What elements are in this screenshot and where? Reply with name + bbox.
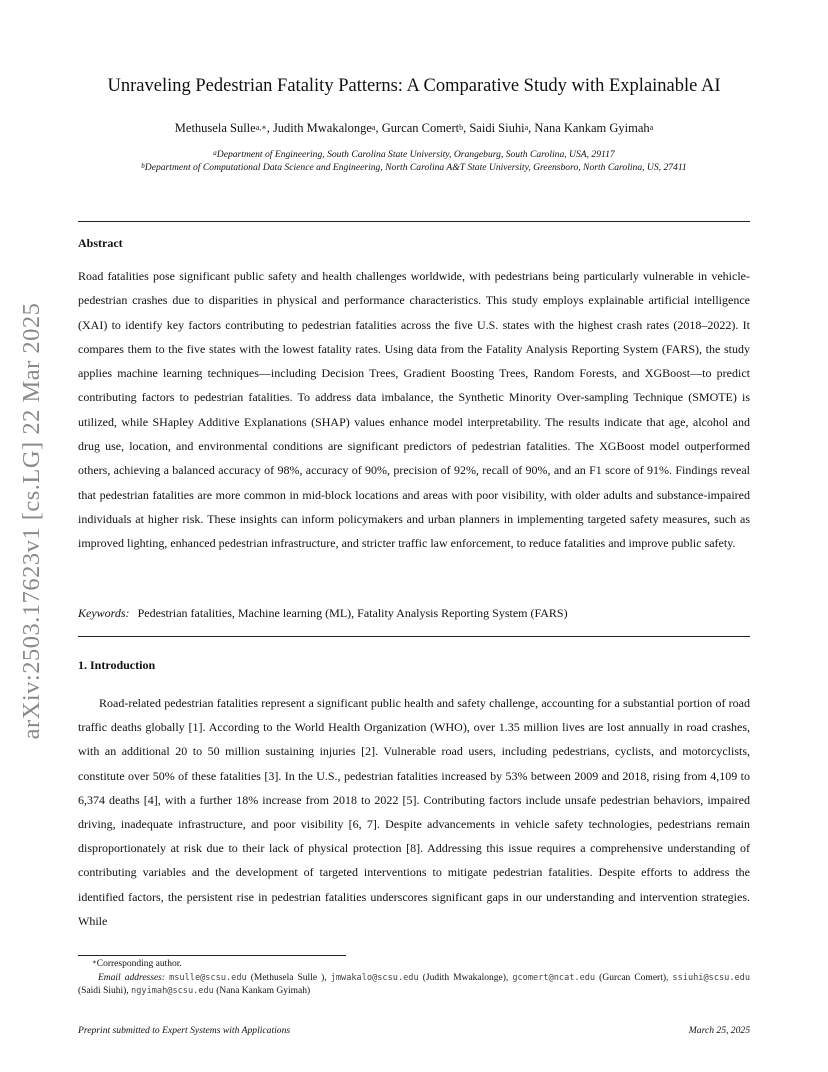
author-name: Methusela Sulle (174, 121, 256, 135)
abstract-top-rule (78, 221, 750, 222)
email-link[interactable]: msulle@scsu.edu (169, 972, 247, 983)
footnote-email-list: Email addresses: msulle@scsu.edu (Methusela Sulle ), jmwakalo@scsu.edu (Judith Mwakalonge), gcomert@ncat.edu (Gurcan Comert), ssiuhi@scsu.edu (Saidi Siuhi), ngyimah@scsu.edu (Nana Kankam Gyimah) (78, 972, 751, 996)
abstract-bottom-rule (78, 636, 750, 637)
email-owner: (Nana Kankam Gyimah) (216, 986, 311, 996)
author-affiliation-mark: a (524, 123, 529, 132)
affiliation-list (78, 148, 750, 174)
affiliation-mark: a (213, 149, 217, 157)
email-owner: (Methusela Sulle ) (250, 972, 325, 983)
footnote-corresponding-text: Corresponding author. (96, 959, 182, 969)
author-list: Methusela Sulle$^{a,∗}$, Judith Mwakalonge$^a$, Gurcan Comert$^b$, Saidi Siuhi$^a$, Nana Kankam Gyimah$^a$ (174, 121, 654, 135)
email-owner: (Gurcan Comert) (599, 972, 666, 983)
affiliation-line (78, 161, 750, 174)
author-name: Judith Mwakalonge (272, 121, 372, 135)
author-affiliation-mark: a (371, 123, 376, 132)
email-owner: (Saidi Siuhi) (78, 986, 127, 996)
email-link[interactable]: ngyimah@scsu.edu (131, 986, 214, 996)
keywords-line (78, 605, 750, 621)
author-name: Gurcan Comert (381, 121, 460, 135)
arxiv-identifier-stamp (14, 283, 50, 759)
footnote-corresponding (78, 958, 750, 972)
affiliation-line (78, 148, 750, 161)
arxiv-identifier-text: arXiv:2503.17623v1 [cs.LG] 22 Mar 2025 (17, 302, 45, 740)
author-name: Saidi Siuhi (469, 121, 525, 135)
email-link[interactable]: jmwakalo@scsu.edu (330, 972, 419, 983)
abstract-text: Road fatalities pose significant public safety and health challenges worldwide, with pedestrians being particularly vulnerable in vehicle-pedestrian crashes due to disparities in physical and performance characteristics. This study employs explainable artificial intelligence (XAI) to identify key factors contributing to pedestrian fatalities across the five U.S. states with the highest crash rates (2018–2022). It compares them to the five states with the lowest fatality rates. Using data from the Fatality Analysis Reporting System (FARS), the study applies machine learning techniques—including Decision Trees, Gradient Boosting Trees, Random Forests, and XGBoost—to predict contributing factors to pedestrian fatalities. To address data imbalance, the Synthetic Minority Over-sampling Technique (SMOTE) is utilized, while SHapley Additive Explanations (SHAP) values enhance model interpretability. The results indicate that age, alcohol and drug use, location, and environmental conditions are significant predictors of pedestrian fatalities. The XGBoost model outperformed others, achieving a balanced accuracy of 98%, accuracy of 90%, precision of 92%, recall of 90%, and an F1 score of 91%. Findings reveal that pedestrian fatalities are more common in mid-block locations and areas with poor visibility, with older adults and substance-impaired individuals at higher risk. These insights can inform policymakers and urban planners in implementing targeted safety measures, such as improved lighting, enhanced pedestrian infrastructure, and stricter traffic law enforcement, to reduce fatalities and improve public safety. (78, 269, 750, 551)
author-name: Nana Kankam Gyimah (534, 121, 650, 135)
email-label: Email addresses: (98, 972, 166, 983)
footer-preprint-note: Preprint submitted to Expert Systems with Applications (78, 1025, 291, 1036)
keywords-text: Pedestrian fatalities, Machine learning (ML), Fatality Analysis Reporting System (FARS) (137, 606, 568, 620)
keywords-label: Keywords: (78, 606, 130, 620)
footnote-rule (78, 955, 346, 956)
footnote (78, 958, 750, 999)
email-link[interactable]: ssiuhi@scsu.edu (672, 972, 751, 983)
section-heading-introduction: 1. Introduction (78, 658, 156, 672)
email-owner: (Judith Mwakalonge) (422, 972, 506, 983)
affiliation-text: Department of Engineering, South Carolina State University, Orangeburg, South Carolina, USA, 29117 (216, 149, 615, 160)
footnote-mark: ∗ (92, 958, 97, 966)
author-affiliation-mark: a (649, 123, 654, 132)
author-affiliation-mark: b (459, 123, 464, 132)
affiliation-text: Department of Computational Data Science and Engineering, North Carolina A&T State University, Greensboro, North Carolina, US, 27411 (144, 162, 687, 173)
abstract-heading: Abstract (78, 236, 123, 250)
affiliation-mark: b (141, 162, 145, 170)
paper-title: Unraveling Pedestrian Fatality Patterns: A Comparative Study with Explainable AI (107, 76, 721, 96)
email-link[interactable]: gcomert@ncat.edu (512, 972, 596, 983)
footer-date: March 25, 2025 (688, 1025, 750, 1036)
author-affiliation-mark: a,∗ (255, 123, 267, 132)
introduction-paragraph: Road-related pedestrian fatalities represent a significant public health and safety challenge, accounting for a substantial portion of road traffic deaths globally [1]. According to the World Health Organization (WHO), over 1.35 million lives are lost annually in road crashes, with an additional 20 to 50 million sustaining injuries [2]. Vulnerable road users, including pedestrians, cyclists, and motorcyclists, constitute over 50% of these fatalities [3]. In the U.S., pedestrian fatalities increased by 53% between 2009 and 2018, rising from 4,109 to 6,374 deaths [4], with a further 18% increase from 2018 to 2022 [5]. Contributing factors include unsafe pedestrian behaviors, impaired driving, inadequate infrastructure, and poor visibility [6, 7]. Despite advancements in vehicle safety technologies, pedestrians remain disproportionately at risk due to their lack of physical protection [8]. Addressing this issue requires a comprehensive understanding of contributing variables and the development of targeted interventions to mitigate pedestrian fatalities. Despite efforts to address the identified factors, the persistent rise in pedestrian fatalities underscores significant gaps in our understanding and intervention strategies. While (78, 696, 750, 928)
